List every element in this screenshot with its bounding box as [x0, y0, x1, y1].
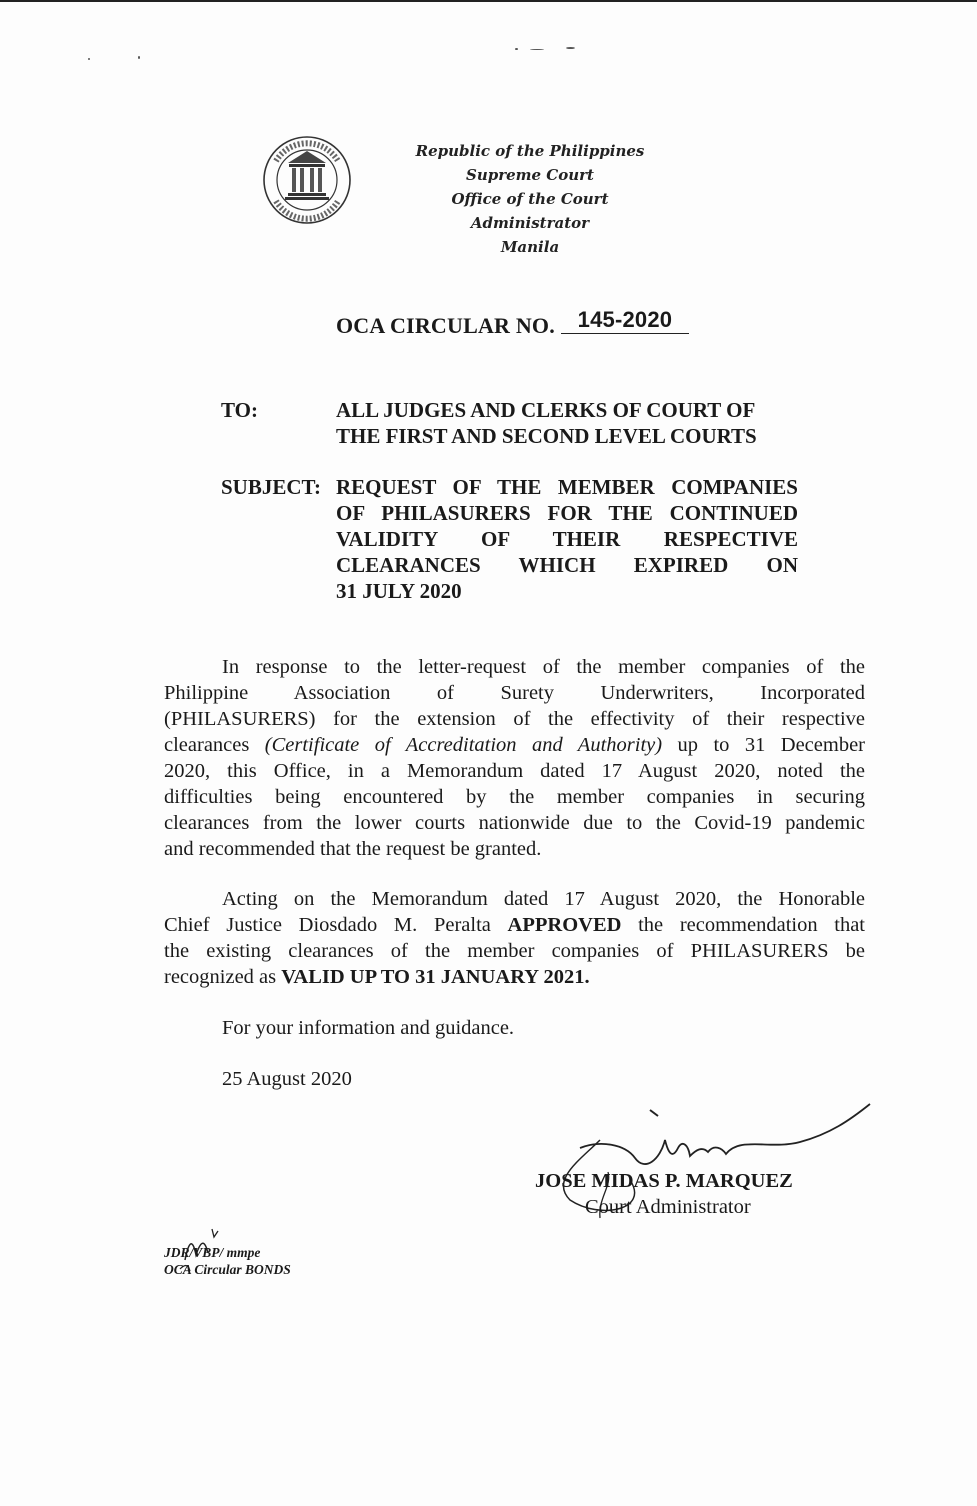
- scan-speck: [515, 48, 518, 50]
- signatory-name: JOSE MIDAS P. MARQUEZ: [535, 1170, 793, 1192]
- paragraph-line: (PHILASURERS) for the extension of the effectivity of their respective: [164, 708, 865, 730]
- paragraph-line: Acting on the Memorandum dated 17 August 2020, the Honorable: [222, 888, 865, 910]
- paragraph-line: and recommended that the request be granted.: [164, 838, 542, 860]
- signatory-title: Court Administrator: [585, 1196, 751, 1218]
- to-label: TO:: [221, 398, 258, 422]
- paragraph-text: the recommendation that: [621, 914, 865, 936]
- subject-text: [336, 474, 798, 604]
- oca-seal-icon: [262, 131, 352, 229]
- body-paragraph-2: [164, 886, 865, 990]
- paragraph-line: clearances from the lower courts nationwide due to the Covid-19 pandemic: [164, 812, 865, 834]
- validity-emphasis: VALID UP TO 31 JANUARY 2021.: [281, 966, 590, 988]
- document-date: 25 August 2020: [222, 1068, 352, 1090]
- scan-speck: [530, 49, 544, 50]
- paragraph-line: the existing clearances of the member companies of PHILASURERS be: [164, 940, 865, 962]
- paragraph-line: [164, 732, 865, 758]
- subject-label: SUBJECT:: [221, 475, 321, 499]
- subject-line: REQUEST OF THE MEMBER COMPANIES: [336, 475, 798, 499]
- paragraph-line: difficulties being encountered by the member companies in securing: [164, 786, 865, 808]
- paragraph-text: up to 31 December: [662, 734, 865, 756]
- reference-line: JDR/VBP/ mmpe: [164, 1245, 261, 1260]
- paragraph-line: 2020, this Office, in a Memorandum dated 17 August 2020, noted the: [164, 760, 865, 782]
- circular-number: 145-2020: [561, 307, 689, 334]
- paragraph-line: [164, 912, 865, 938]
- circular-title: [336, 307, 689, 340]
- circular-label: OCA CIRCULAR NO.: [336, 313, 555, 338]
- scan-speck: [88, 58, 90, 60]
- scan-speck: [138, 56, 140, 59]
- to-recipients: [336, 397, 806, 449]
- letterhead-city: Manila: [500, 238, 560, 256]
- paragraph-line: [164, 964, 865, 990]
- scan-speck: [566, 47, 575, 49]
- paragraph-text: clearances: [164, 734, 265, 756]
- letterhead-office: Office of the Court Administrator: [451, 190, 609, 232]
- closing-line: For your information and guidance.: [222, 1017, 515, 1039]
- certificate-title: (Certificate of Accreditation and Authority): [264, 734, 663, 756]
- subject-line: 31 JULY 2020: [336, 579, 462, 603]
- top-border: [0, 0, 977, 2]
- letterhead: [400, 139, 660, 259]
- reference-initials: [164, 1244, 291, 1278]
- subject-line: VALIDITY OF THEIR RESPECTIVE: [336, 527, 798, 551]
- paragraph-text: recognized as: [164, 966, 282, 988]
- paragraph-text: Chief Justice Diosdado M. Peralta: [164, 914, 508, 936]
- reference-line: OCA Circular BONDS: [164, 1262, 291, 1277]
- approved-emphasis: APPROVED: [507, 914, 622, 936]
- subject-line: CLEARANCES WHICH EXPIRED ON: [336, 553, 798, 577]
- paragraph-line: Philippine Association of Surety Underwriters, Incorporated: [164, 682, 865, 704]
- body-paragraph-1: [164, 654, 865, 862]
- to-line: THE FIRST AND SECOND LEVEL COURTS: [336, 424, 757, 448]
- letterhead-court: Supreme Court: [466, 166, 594, 184]
- paragraph-line: In response to the letter-request of the member companies of the: [222, 656, 865, 678]
- to-line: ALL JUDGES AND CLERKS OF COURT OF: [336, 398, 756, 422]
- subject-line: OF PHILASURERS FOR THE CONTINUED: [336, 501, 798, 525]
- letterhead-republic: Republic of the Philippines: [415, 142, 645, 160]
